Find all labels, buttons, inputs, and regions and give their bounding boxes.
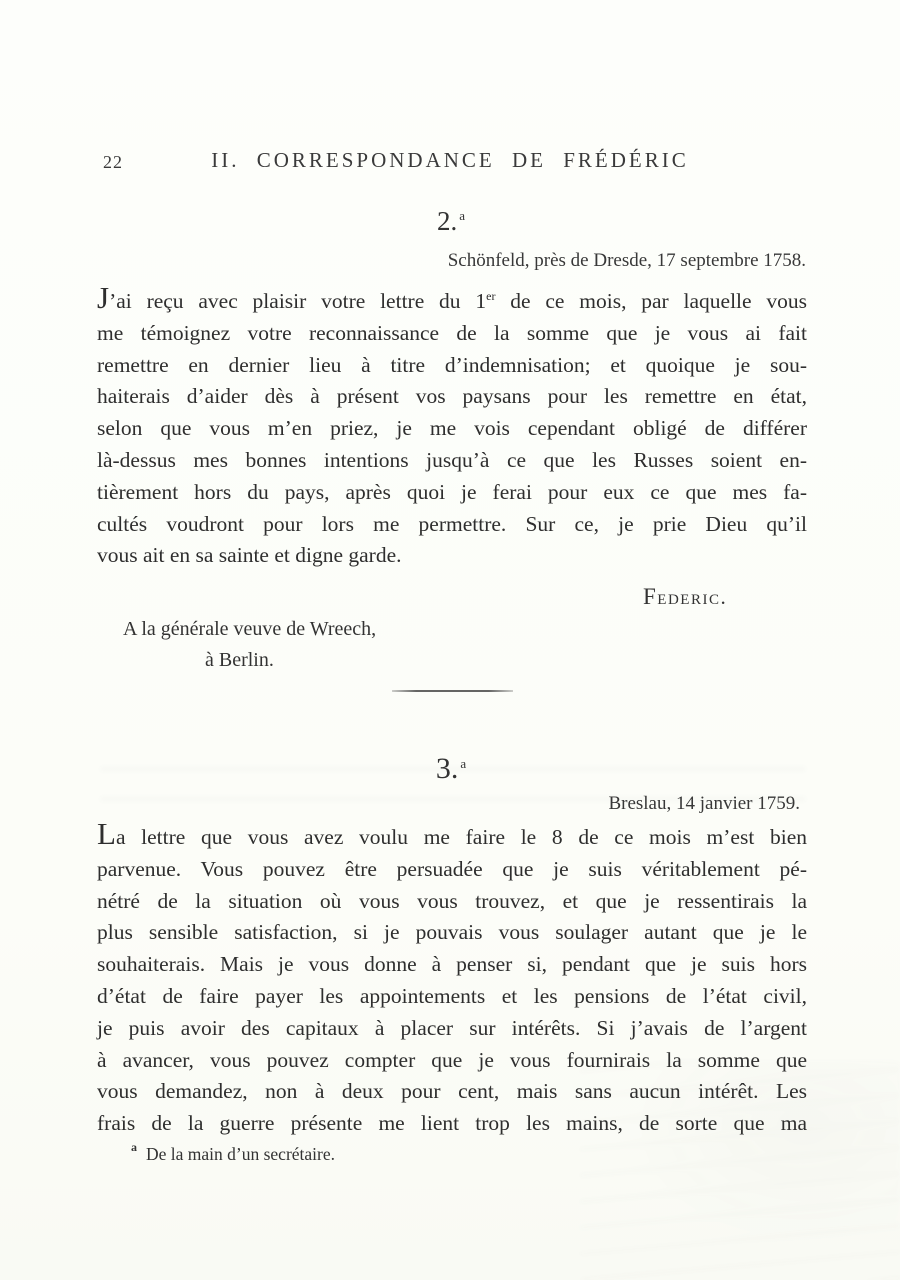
body-line: selon que vous m’en priez, je me vois cependant obligé de différer [97, 416, 807, 441]
letter-2-dateline: Schönfeld, près de Dresde, 17 septembre 1758. [447, 250, 806, 271]
page-number: 22 [103, 152, 123, 172]
body-line: frais de la guerre présente me lient trop les mains, de sorte que ma [97, 1111, 807, 1136]
footnote [131, 1142, 335, 1165]
running-title: II. CORRESPONDANCE DE FRÉDÉRIC [211, 148, 689, 172]
body-line: haiterais d’aider dès à présent vos paysans pour les remettre en état, [97, 384, 807, 409]
signature [643, 584, 727, 610]
letter-2-number: 2. [436, 206, 458, 236]
body-line: vous demandez, non à deux pour cent, mais sans aucun intérêt. Les [97, 1079, 807, 1104]
body-text: ’ai reçu avec plaisir votre lettre du 1 [109, 289, 487, 313]
drop-initial: J [97, 280, 110, 315]
footnote-text: De la main d’un secrétaire. [146, 1143, 336, 1164]
body-line: d’état de faire payer les appointements et les pensions de l’état civil, [97, 983, 807, 1008]
body-line: à avancer, vous pouvez compter que je vous fournirais la somme que [97, 1047, 807, 1072]
letter-3-heading [0, 752, 900, 786]
section-divider-rule [392, 690, 513, 692]
body-line: cultés voudront pour lors me permettre. Sur ce, je prie Dieu qu’il [97, 511, 807, 536]
body-line: tièrement hors du pays, après quoi je ferai pour eux ce que mes fa- [97, 479, 807, 504]
body-line: là-dessus mes bonnes intentions jusqu’à ce que les Russes soient en- [97, 447, 807, 472]
ordinal-superscript: er [486, 289, 496, 303]
signature-initial: F [643, 584, 658, 609]
letter-3-body [97, 816, 807, 1140]
body-line: souhaiterais. Mais je vous donne à penser si, pendant que je suis hors [97, 952, 807, 977]
body-line: remettre en dernier lieu à titre d’indemnisation; et quoique je sou- [97, 352, 807, 377]
address-line: A la générale veuve de Wreech, [123, 618, 377, 640]
body-line: parvenue. Vous pouvez être persuadée que je suis véritablement pé- [97, 856, 807, 881]
body-line [97, 280, 807, 318]
body-text: de ce mois, par laquelle vous [495, 289, 807, 313]
body-line: plus sensible satisfaction, si je pouvais vous soulager autant que je le [97, 920, 807, 945]
drop-initial: L [97, 816, 116, 851]
letter-3-number: 3. [435, 752, 459, 785]
letter-2-heading [0, 206, 900, 237]
body-text: a lettre que vous avez voulu me faire le 8 de ce mois m’est bien [115, 825, 807, 849]
letter-2-body [97, 280, 807, 572]
body-line: nétré de la situation où vous vous trouvez, et que je ressentirais la [97, 888, 807, 913]
signature-rest: ederic. [657, 585, 728, 609]
recipient-address [123, 614, 376, 676]
footnote-marker: a [131, 1140, 137, 1154]
letter-2-footnote-marker: a [459, 207, 466, 223]
body-line: vous ait en sa sainte et digne garde. [97, 543, 402, 568]
letter-3-dateline: Breslau, 14 janvier 1759. [608, 793, 800, 814]
body-line: me témoignez votre reconnaissance de la somme que je vous ai fait [97, 320, 807, 345]
body-line: je puis avoir des capitaux à placer sur intérêts. Si j’avais de l’argent [97, 1015, 807, 1040]
body-line [97, 816, 807, 854]
address-line: à Berlin. [205, 649, 274, 671]
letter-3-footnote-marker: a [460, 755, 467, 771]
